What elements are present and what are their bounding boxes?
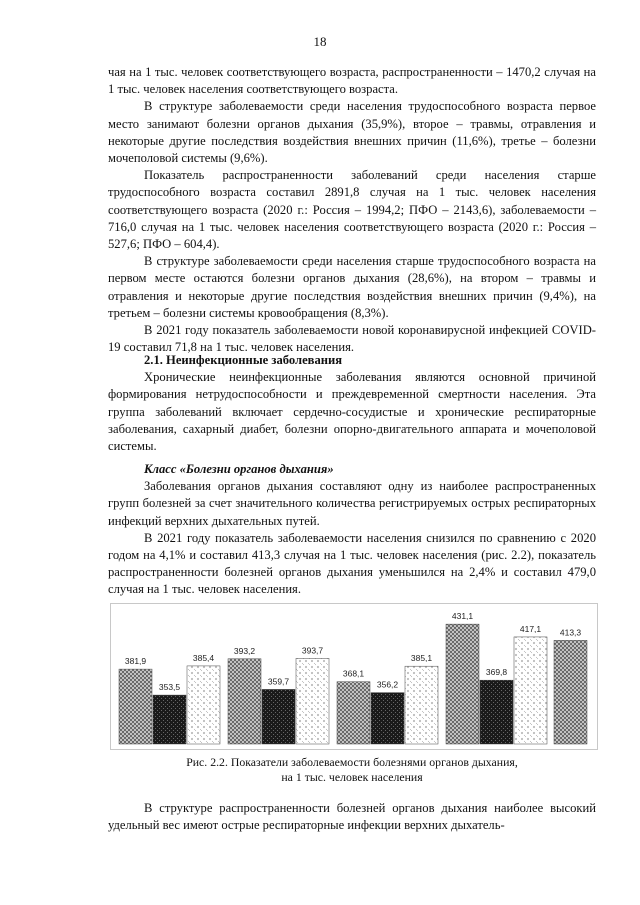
bar-value-label: 385,4 [192, 652, 215, 663]
paragraph: Заболевания органов дыхания составляют одну из наиболее распространенных групп болезней за счет значительного количества регистрируемых острых респираторных инфекций верхних дыхательных путей. [108, 479, 596, 528]
bar-value-label: 381,9 [124, 656, 147, 667]
bar-value-label: 356,2 [376, 679, 399, 690]
bar-value-label: 359,7 [267, 676, 290, 687]
bar-value-label: 368,1 [342, 668, 365, 679]
section-block [108, 352, 596, 455]
paragraph: В структуре распространенности болезней органов дыхания наиболее высокий удельный вес имеют острые респираторные инфекции верхних дыхатель- [108, 801, 596, 833]
bar-value-label: 393,2 [233, 645, 256, 656]
chart-bar [337, 682, 370, 744]
chart-bar [371, 693, 404, 744]
incidence-chart [110, 603, 598, 750]
bar-value-label: 369,8 [485, 667, 508, 678]
bar-value-label: 393,7 [301, 645, 324, 656]
class-heading: Класс «Болезни органов дыхания» [144, 462, 334, 476]
paragraph: В 2021 году показатель заболеваемости населения снизился по сравнению с 2020 годом на 4,1% и составил 413,3 случая на 1 тыс. человек населения (рис. 2.2), показатель распространенности болезней органов дыхания уменьшился на 2,4% и составил 479,0 случая на 1 тыс. человек населения. [108, 530, 596, 597]
figure-caption [108, 755, 596, 785]
chart-bar [296, 658, 329, 744]
paragraph: В структуре заболеваемости среди населения старше трудоспособного возраста на первом месте остаются болезни органов дыхания (28,6%), на втором – травмы и отравления и некоторые другие последствия воздействия внешних причин (9,4%), на третьем – болезни системы кровообращения (8,3%). [108, 254, 596, 320]
chart-bar [554, 640, 587, 744]
class-block [108, 461, 596, 599]
paragraph: В структуре заболеваемости среди населения трудоспособного возраста первое место занимают болезни органов дыхания (35,9%), второе – травмы, отравления и некоторые другие последствия воздействия внешних причин (11,6%), третье – болезни мочеполовой системы (9,6%). [108, 99, 596, 166]
chart-bar [119, 669, 152, 744]
chart-bar [480, 680, 513, 744]
bar-value-label: 431,1 [451, 611, 474, 622]
bar-value-label: 417,1 [519, 623, 542, 634]
paragraph: Хронические неинфекционные заболевания являются основной причиной формирования нетрудоспособности и преждевременной смертности населения. Эта группа заболеваний включает сердечно-сосудистые и хронические респираторные заболевания, сахарный диабет, болезни опорно-двигательного аппарата и мочеполовой системы. [108, 370, 596, 454]
paragraph: Показатель распространенности заболеваний среди населения старше трудоспособного возраста составил 2891,8 случая на 1 тыс. человек населения соответствующего возраста (2020 г.: Россия – 1994,2; ПФО – 2143,6), заболеваемости – 716,0 случая на 1 тыс. человек населения соответствующего возраста (2020 г.: Россия – 527,6; ПФО – 604,4). [108, 168, 596, 252]
bar-value-label: 353,5 [158, 682, 181, 693]
chart-bar [514, 637, 547, 744]
chart-bar [405, 666, 438, 744]
paragraph: В 2021 году показатель заболеваемости новой коронавирусной инфекцией COVID-19 составил 71,8 на 1 тыс. человек населения. [108, 323, 596, 355]
section-heading: 2.1. Неинфекционные заболевания [144, 353, 343, 367]
bar-value-label: 385,1 [410, 653, 433, 664]
chart-bar [153, 695, 186, 744]
caption-line-1: Рис. 2.2. Показатели заболеваемости болезнями органов дыхания, [186, 755, 518, 769]
chart-bar [228, 659, 261, 744]
bottom-text-block [108, 800, 596, 834]
bar-value-label: 413,3 [559, 627, 582, 638]
chart-bar [446, 624, 479, 744]
caption-line-2: на 1 тыс. человек населения [281, 770, 423, 784]
page-number: 18 [313, 34, 327, 49]
chart-bar [262, 689, 295, 744]
chart-svg [111, 604, 597, 749]
top-text-block [108, 64, 596, 356]
chart-bar [187, 666, 220, 744]
paragraph: чая на 1 тыс. человек соответствующего возраста, распространенности – 1470,2 случая на 1 тыс. человек населения соответствующего возраста. [108, 65, 596, 97]
